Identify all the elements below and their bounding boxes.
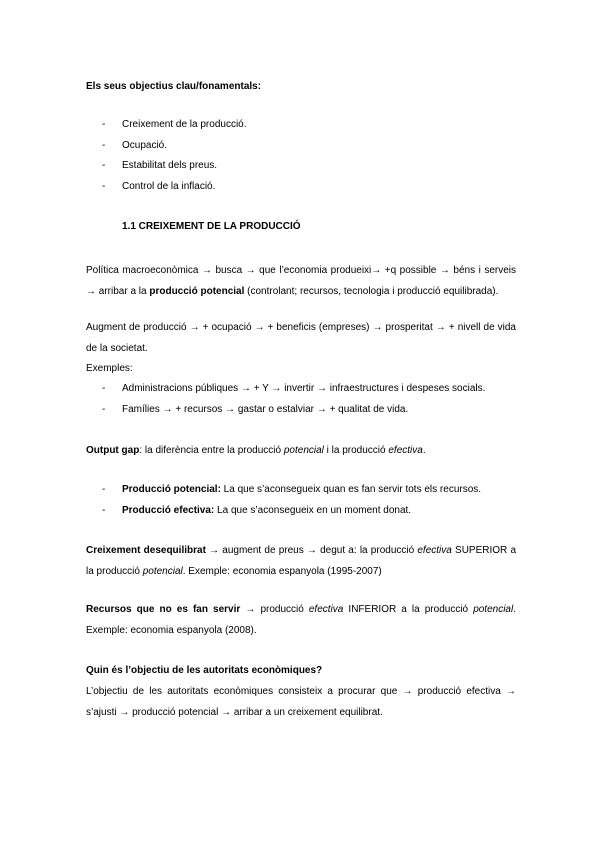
list-item: - Ocupació. [102,139,168,151]
list-item: - Producció potencial: La que s’aconsegueix quan es fan servir tots els recursos. [102,484,482,495]
paragraph-recursos: Recursos que no es fan servir → producció efectiva INFERIOR a la producció potencial. Exemple: economia espanyola (2008). [86,604,516,636]
paragraph-objectiu: L’objectiu de les autoritats econòmiques consisteix a procurar que → producció efectiva → s’ajusti → producció potencial → arribar a un creixement equilibrat. [86,686,516,718]
output-gap-list [0,480,600,521]
section-heading: 1.1 CREIXEMENT DE LA PRODUCCIÓ [122,221,301,232]
list-item: - Administracions públiques → + Y → invertir → infraestructures i despeses socials. [102,383,486,394]
question-heading: Quin és l’objectiu de les autoritats econòmiques? [86,665,323,676]
examples-label: Exemples: [86,363,133,374]
list-item: - Control de la inflació. [102,180,216,192]
list-item: - Estabilitat dels preus. [102,160,218,171]
examples-list [0,379,600,420]
list-item: - Producció efectiva: La que s’aconsegueix en un moment donat. [102,504,412,516]
paragraph-output-gap: Output gap: la diferència entre la producció potencial i la producció efectiva. [86,445,426,456]
paragraph-augment: Augment de producció → + ocupació → + beneficis (empreses) → prosperitat → + nivell de vida de la societat. [86,322,516,354]
objectives-list [0,115,600,197]
list-item: - Creixement de la producció. [102,119,247,130]
paragraph-desequilibrat: Creixement desequilibrat → augment de preus → degut a: la producció efectiva SUPERIOR a la producció potencial. Exemple: economia espanyola (1995-2007) [86,545,517,577]
paragraph-politica: Política macroeconòmica → busca → que l’economia produeixi→ +q possible → béns i serveis → arribar a la producció potencial (controlant; recursos, tecnologia i producció equilibrada). [86,265,516,297]
objectives-title: Els seus objectius clau/fonamentals: [86,81,262,92]
list-item: - Famílies → + recursos → gastar o estalviar → + qualitat de vida. [102,403,409,415]
